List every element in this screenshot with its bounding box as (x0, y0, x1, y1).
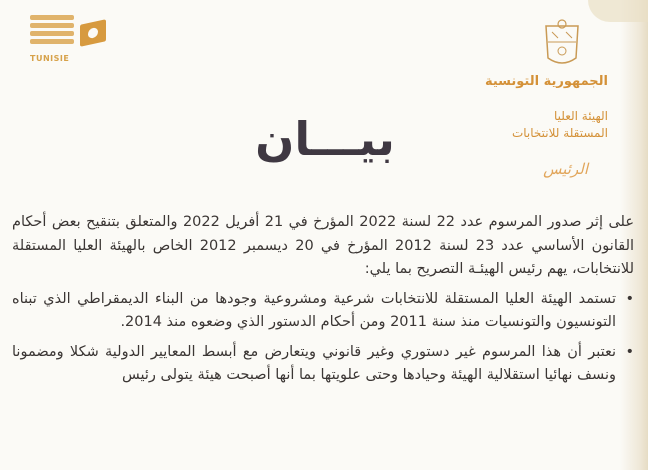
republic-name: الجمهورية التونسية (484, 74, 608, 89)
bullet-item: • نعتبر أن هذا المرسوم غير دستوري وغير قانوني ويتعارض مع أبسط المعايير الدولية شكلا ومضمونا ونسف نهائيا استقلالية الهيئة وحيادها وحتى علويتها بما أنها أصبحت هيئة يتولى رئيس (12, 341, 634, 388)
authority-name (408, 108, 608, 142)
authority-line-2: المستقلة للانتخابات (511, 126, 608, 140)
intro-paragraph: على إثر صدور المرسوم عدد 22 لسنة 2022 المؤرخ في 21 أفريل 2022 والمتعلق بتنقيح بعض أحكام القانون الأساسي عدد 23 لسنة 2012 المؤرخ في 20 ديسمبر 2012 الخاص بالهيئة العليا المستقلة للانتخابات، يهم رئيس الهيئـة التصريح بما يلي: (12, 214, 635, 277)
president-signature: الرئيس (543, 160, 588, 178)
page-corner (588, 0, 648, 22)
flag-icon (80, 19, 106, 47)
bullet-item: • تستمد الهيئة العليا المستقلة للانتخابات شرعية ومشروعية وجودها من البناء الديمقراطي الذي تبناه التونسيون والتونسيات منذ سنة 2011 ومن أحكام الدستور الذي وضعوه منذ 2014. (12, 288, 634, 335)
logo-lines (30, 15, 74, 44)
page-title: بيـــان (255, 112, 395, 166)
statement-body (12, 211, 634, 394)
logo-text: TUNISIE (30, 54, 70, 63)
isie-logo (30, 12, 108, 66)
authority-line-1: الهيئة العليا (553, 109, 608, 123)
republic-emblem-icon (540, 18, 584, 68)
